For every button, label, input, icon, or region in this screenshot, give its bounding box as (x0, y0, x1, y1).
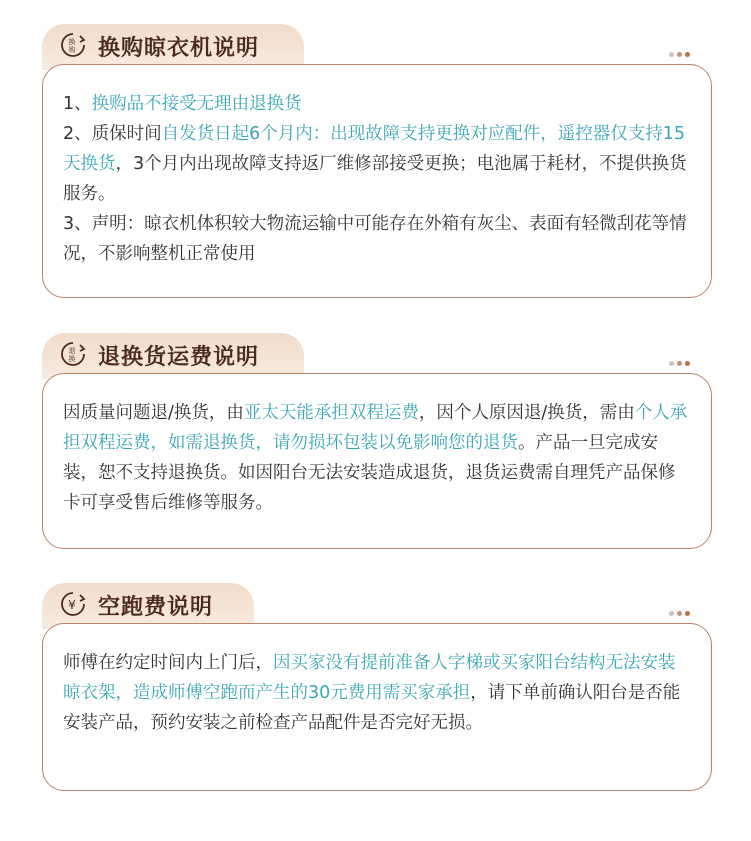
section-return-shipping (42, 333, 712, 549)
section-title: 退换货运费说明 (98, 345, 260, 370)
highlighted-text: 换购品不接受无理由退换货 (91, 94, 302, 114)
body-text: ，因个人原因退/换货，需由 (418, 403, 635, 423)
svg-text:换: 换 (68, 355, 76, 363)
body-text: 因质量问题退/换货，由 (63, 403, 244, 423)
section-body (42, 373, 712, 549)
paragraph (63, 398, 691, 518)
highlighted-text: 因买家没有提前准备人字梯或买家阳台结构无法安装晾衣架，造成师傅空跑而产生的30元费用需买家承担 (63, 653, 676, 703)
paragraph (63, 209, 691, 269)
section-title: 空跑费说明 (98, 595, 214, 620)
decorative-dots (666, 42, 690, 61)
svg-text:退: 退 (68, 347, 76, 355)
body-text: ，请下单前确认阳台是否能安装产品，预约安装之前检查产品配件是否完好无损。 (63, 683, 681, 733)
section-body (42, 64, 712, 298)
svg-text:¥: ¥ (68, 598, 76, 612)
body-text: ，3个月内出现故障支持返厂维修部接受更换；电池属于耗材，不提供换货服务。 (63, 154, 687, 204)
body-text: 1、 (63, 94, 92, 114)
svg-text:换: 换 (68, 38, 76, 46)
paragraph (63, 119, 691, 209)
highlighted-text: 个人承担双程运费，如需退换货，请勿损坏包装以免影响您的退货 (63, 403, 688, 453)
paragraph (63, 648, 691, 738)
highlighted-text: 自发货日起6个月内：出现故障支持更换对应配件，遥控器仅支持15天换货 (63, 124, 686, 174)
paragraph (63, 89, 691, 119)
svg-text:购: 购 (68, 46, 76, 54)
section-body (42, 623, 712, 791)
body-text: 。产品一旦完成安装，恕不支持退换货。如因阳台无法安装造成退货，退货运费需自理凭产品保修卡可享受售后维修等服务。 (63, 433, 676, 513)
section-title: 换购晾衣机说明 (98, 36, 260, 61)
return-exchange-badge-icon (60, 341, 86, 367)
highlighted-text: 亚太天能承担双程运费 (243, 403, 419, 423)
body-text: 2、质保时间 (63, 124, 162, 144)
body-text: 师傅在约定时间内上门后， (63, 653, 273, 673)
section-exchange-purchase (42, 24, 712, 300)
decorative-dots (666, 351, 690, 370)
body-text: 3、声明：晾衣机体积较大物流运输中可能存在外箱有灰尘、表面有轻微刮花等情况，不影响整机正常使用 (63, 214, 687, 264)
yuan-badge-icon (60, 591, 86, 617)
exchange-purchase-badge-icon (60, 32, 86, 58)
section-empty-trip-fee (42, 583, 712, 793)
decorative-dots (666, 601, 690, 620)
